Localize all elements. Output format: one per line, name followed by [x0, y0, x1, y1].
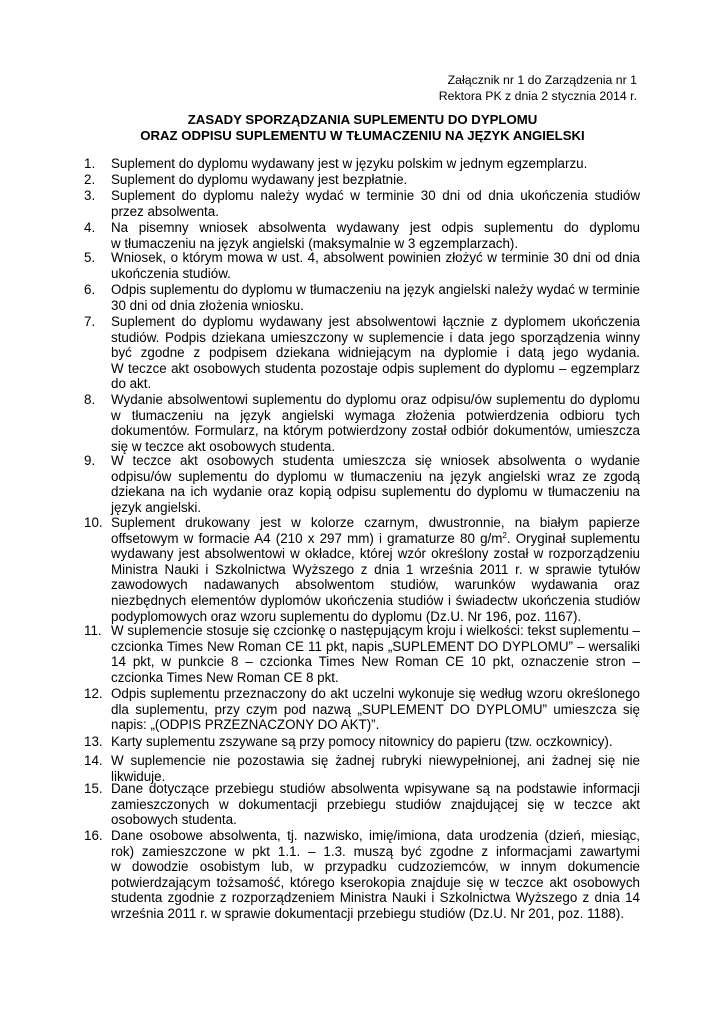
list-item-line: W teczce akt osobowych studenta umieszcza się wniosek absolwenta o wydanie [111, 453, 640, 468]
list-item-text [111, 172, 640, 188]
list-item-line: Suplement do dyplomu wydawany jest bezpłatnie. [111, 172, 408, 187]
list-item-line: rok) zamieszczone w pkt 1.1. – 1.3. muszą być zgodne z informacjami zawartymi [111, 843, 640, 859]
list-item-line: Wniosek, o którym mowa w ust. 4, absolwent powinien złożyć w terminie 30 dni od dnia [111, 250, 640, 265]
list-item-text [111, 282, 640, 313]
list-item-text [111, 753, 640, 784]
list-item-line: likwiduje. [111, 768, 166, 784]
list-item-number: 5. [84, 250, 96, 265]
list-item [84, 753, 640, 784]
list-item [84, 188, 640, 219]
list-item-number: 15. [84, 781, 103, 796]
attachment-note-line-1: Załącznik nr 1 do Zarządzenia nr 1 [447, 73, 637, 87]
list-item-line: W teczce akt osobowych studenta pozostaje odpis suplement do dyplomu – egzemplarz [111, 360, 640, 376]
list-item-number: 14. [84, 753, 103, 768]
list-item-number: 11. [84, 623, 102, 638]
list-item-line: dokumentów. Formularz, na którym potwierdzony został odbiór dokumentów, umieszcza [111, 423, 640, 439]
list-item [84, 453, 640, 515]
list-item [84, 392, 640, 454]
list-item-line: niezbędnych elementów dyplomów ukończenia studiów i świadectw ukończenia studiów [111, 592, 640, 608]
list-item-line: Suplement do dyplomu wydawany jest absolwentowi łącznie z dyplomem ukończenia [111, 314, 640, 329]
list-item-text [111, 392, 640, 454]
list-item [84, 781, 640, 828]
list-item-line: w tłumaczeniu na język angielski (maksymalnie w 3 egzemplarzach). [111, 235, 519, 251]
list-item-number: 4. [84, 220, 96, 235]
list-item-text [111, 515, 640, 624]
list-item-line: Dane osobowe absolwenta, tj. nazwisko, imię/imiona, data urodzenia (dzień, miesiąc, [111, 828, 640, 843]
list-item-number: 16. [84, 828, 103, 843]
list-item-line: Dane dotyczące przebiegu studiów absolwenta wpisywane są na podstawie informacji [111, 781, 640, 796]
list-item-line: do akt. [111, 376, 152, 392]
list-item [84, 282, 640, 313]
list-item-line: odpisu/ów suplementu do dyplomu w tłumaczeniu na język angielski wraz ze zgodą [111, 468, 640, 484]
document-title-line-2: ORAZ ODPISU SUPLEMENTU W TŁUMACZENIU NA JĘZYK ANGIELSKI [140, 128, 585, 143]
list-item-number: 10. [84, 515, 103, 530]
list-item-number: 12. [84, 686, 103, 701]
list-item-line: offsetowym w formacie A4 (210 x 297 mm) i gramaturze 80 $g/m^2$. Oryginał suplementu [111, 530, 640, 546]
list-item-line: Suplement do dyplomu wydawany jest w języku polskim w jednym egzemplarzu. [111, 156, 588, 171]
list-item-line: dla suplementu, przy czym pod nazwą „SUPLEMENT DO DYPLOMU” umieszcza się [111, 701, 640, 717]
list-item-number: 2. [84, 172, 96, 187]
list-item-line: studenta zgodnie z rozporządzeniem Ministra Nauki i Szkolnictwa Wyższego z dnia 14 [111, 890, 640, 906]
list-item-line: Wydanie absolwentowi suplementu do dyplomu oraz odpisu/ów suplementu do dyplomu [111, 392, 640, 407]
list-item-number: 9. [84, 453, 96, 468]
list-item-line: napis: „(ODPIS PRZEZNACZONY DO AKT)”. [111, 717, 380, 733]
attachment-note [439, 72, 637, 104]
list-item-line: zamieszczonych w dokumentacji przebiegu studiów znajdującej się w teczce akt [111, 796, 640, 812]
list-item-line: 14 pkt, w punkcie 8 – czcionka Times New Roman CE 10 pkt, oznaczenie stron – [111, 654, 640, 670]
attachment-note-line-2: Rektora PK z dnia 2 stycznia 2014 r. [438, 89, 637, 103]
list-item-line: W suplemencie stosuje się czcionkę o następującym kroju i wielkości: tekst suplementu – [111, 623, 640, 638]
list-item-line: osobowych studenta. [111, 812, 237, 828]
list-item-line: potwierdzającym tożsamość, którego kserokopia znajduje się w teczce akt osobowych [111, 874, 640, 890]
list-item-number: 6. [84, 282, 96, 297]
list-item-text [111, 623, 640, 685]
list-item-line: w tłumaczeniu na język angielski wymaga złożenia potwierdzenia odbioru tych [111, 407, 640, 423]
list-item-line: przez absolwenta. [111, 203, 219, 219]
list-item-line: Odpis suplementu do dyplomu w tłumaczeniu na język angielski należy wydać w terminie [111, 282, 640, 297]
list-item-number: 7. [84, 314, 96, 329]
list-item-text [111, 220, 640, 251]
list-item-line: dziekana na ich wydanie oraz kopią odpisu suplementu do dyplomu w tłumaczeniu na [111, 484, 640, 500]
list-item [84, 172, 640, 188]
list-item-line: podyplomowych oraz wzoru suplementu do dyplomu (Dz.U. Nr 196, poz. 1167). [111, 608, 582, 624]
list-item-line: Na pisemny wniosek absolwenta wydawany jest odpis suplementu do dyplomu [111, 220, 640, 235]
document-title [0, 112, 725, 144]
list-item-number: 1. [84, 156, 96, 171]
list-item-text [111, 188, 640, 219]
list-item [84, 250, 640, 281]
list-item-number: 13. [84, 734, 103, 749]
list-item-line: 30 dni od dnia złożenia wniosku. [111, 297, 304, 313]
list-item-number: 3. [84, 188, 96, 203]
list-item-line: w dowodzie osobistym lub, w przypadku cudzoziemców, w innym dokumencie [111, 859, 640, 875]
list-item-text [111, 453, 640, 515]
list-item-line: czcionka Times New Roman CE 11 pkt, napis „SUPLEMENT DO DYPLOMU” – wersaliki [111, 638, 640, 654]
list-item-line: Odpis suplementu przeznaczony do akt uczelni wykonuje się według wzoru określonego [111, 686, 640, 701]
list-item-line: studiów. Podpis dziekana umieszczony w suplemencie i data jego sporządzenia winny [111, 329, 640, 345]
list-item-line: września 2011 r. w sprawie dokumentacji przebiegu studiów (Dz.U. Nr 201, poz. 1188). [111, 905, 625, 921]
list-item-line: ukończenia studiów. [111, 265, 231, 281]
list-item-line: Suplement do dyplomu należy wydać w terminie 30 dni od dnia ukończenia studiów [111, 188, 640, 203]
list-item-text [111, 314, 640, 392]
document-title-line-1: ZASADY SPORZĄDZANIA SUPLEMENTU DO DYPLOMU [187, 112, 538, 127]
list-item-text [111, 734, 640, 750]
list-item [84, 623, 640, 685]
list-item [84, 734, 640, 750]
list-item-line: Suplement drukowany jest w kolorze czarnym, dwustronnie, na białym papierze [111, 515, 640, 530]
list-item [84, 686, 640, 733]
list-item-text [111, 250, 640, 281]
list-item-line: W suplemencie nie pozostawia się żadnej rubryki niewypełnionej, ani żadnej się nie [111, 753, 640, 768]
list-item-line: zawodowych nadawanych absolwentom studiów, warunków wydawania oraz [111, 577, 640, 593]
list-item-text [111, 781, 640, 828]
list-item-line: Karty suplementu zszywane są przy pomocy nitownicy do papieru (tzw. oczkownicy). [111, 734, 613, 749]
list-item [84, 828, 640, 922]
list-item-line: się w teczce akt osobowych studenta. [111, 438, 336, 454]
list-item [84, 314, 640, 392]
list-item [84, 220, 640, 251]
list-item [84, 515, 640, 624]
list-item-text [111, 686, 640, 733]
list-item-line: czcionka Times New Roman CE 8 pkt. [111, 669, 339, 685]
list-item-line: być zgodne z podpisem dziekana widniejącym na dyplomie i datą jego wydania. [111, 345, 640, 361]
list-item-number: 8. [84, 392, 96, 407]
list-item-text [111, 828, 640, 922]
list-item [84, 156, 640, 172]
list-item-line: język angielski. [111, 499, 202, 515]
list-item-text [111, 156, 640, 172]
list-item-line: Ministra Nauki i Szkolnictwa Wyższego z dnia 1 września 2011 r. w sprawie tytułów [111, 561, 640, 577]
list-item-line: wydawany jest absolwentowi w okładce, której wzór określony został w rozporządzeniu [111, 546, 640, 562]
